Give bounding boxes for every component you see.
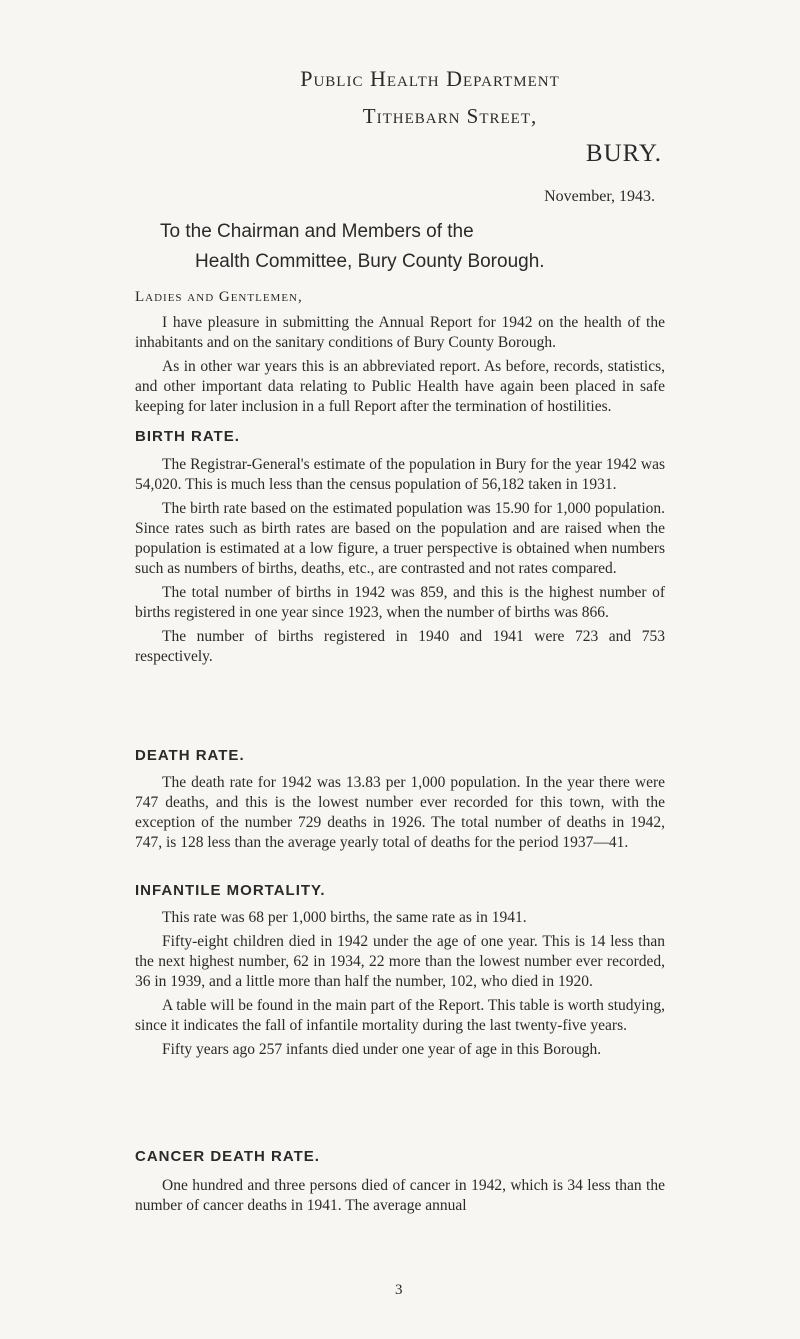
cancer-death-rate-heading: CANCER DEATH RATE.	[135, 1148, 320, 1165]
cancer-death-rate-paragraph: One hundred and three persons died of cancer in 1942, which is 34 less than the number of cancer deaths in 1941. The average annual	[135, 1177, 665, 1214]
death-rate-paragraph: The death rate for 1942 was 13.83 per 1,000 population. In the year there were 747 deaths, and this is the lowest number ever recorded for this town, with the exception of the number 729 deaths in 1926. The total number of deaths in 1942, 747, is 128 less than the average yearly total of deaths for the period 1937—41.	[135, 774, 665, 851]
birth-rate-paragraph: The Registrar-General's estimate of the population in Bury for the year 1942 was 54,020. This is much less than the census population of 56,182 taken in 1931.	[135, 456, 665, 493]
birth-rate-paragraph: The total number of births in 1942 was 859, and this is the highest number of births registered in one year since 1923, when the number of births was 866.	[135, 584, 665, 621]
intro-paragraph: I have pleasure in submitting the Annual Report for 1942 on the health of the inhabitants and on the sanitary conditions of Bury County Borough.	[135, 314, 665, 351]
report-date: November, 1943.	[544, 188, 655, 205]
intro-section	[135, 313, 665, 421]
birth-rate-paragraph: The number of births registered in 1940 and 1941 were 723 and 753 respectively.	[135, 628, 665, 665]
death-rate-heading: DEATH RATE.	[135, 747, 245, 764]
infantile-mortality-paragraph: A table will be found in the main part of the Report. This table is worth studying, since it indicates the fall of infantile mortality during the last twenty-five years.	[135, 997, 665, 1034]
salutation: Ladies and Gentlemen,	[135, 289, 303, 305]
infantile-mortality-paragraph: This rate was 68 per 1,000 births, the same rate as in 1941.	[162, 909, 527, 926]
infantile-mortality-section	[135, 908, 665, 1064]
department-title: Public Health Department	[300, 66, 560, 91]
town-name: BURY.	[585, 140, 662, 167]
infantile-mortality-paragraph: Fifty years ago 257 infants died under one year of age in this Borough.	[162, 1041, 602, 1058]
infantile-mortality-paragraph: Fifty-eight children died in 1942 under the age of one year. This is 14 less than the next highest number, 62 in 1934, 22 more than the lowest number ever recorded, 36 in 1939, and a little more than half the number, 102, who died in 1920.	[135, 933, 665, 990]
street-address: Tithebarn Street,	[362, 104, 538, 128]
cancer-death-rate-section	[135, 1176, 665, 1220]
birth-rate-section	[135, 455, 665, 671]
birth-rate-heading: BIRTH RATE.	[135, 428, 240, 445]
birth-rate-paragraph: The birth rate based on the estimated population was 15.90 for 1,000 population. Since rates such as birth rates are based on the population and are raised when the population is estimated at a low figure, a truer perspective is obtained when numbers such as numbers of births, deaths, etc., are contrasted and not rates compared.	[135, 500, 665, 577]
infantile-mortality-heading: INFANTILE MORTALITY.	[135, 882, 326, 899]
death-rate-section	[135, 773, 665, 857]
intro-paragraph: As in other war years this is an abbreviated report. As before, records, statistics, and other important data relating to Public Health have again been placed in safe keeping for later inclusion in a full Report after the termination of hostilities.	[135, 358, 665, 415]
addressee-line-2: Health Committee, Bury County Borough.	[195, 251, 545, 272]
page-number: 3	[395, 1282, 403, 1298]
addressee-line-1: To the Chairman and Members of the	[160, 221, 474, 242]
